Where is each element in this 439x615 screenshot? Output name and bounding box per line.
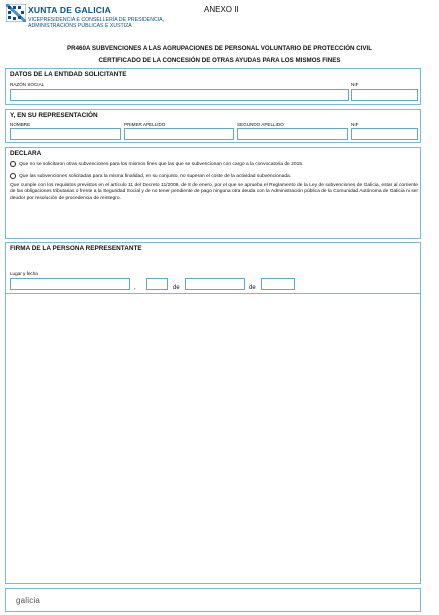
org-department-line2: ADMINISTRACIÓNS PÚBLICAS E XUSTIZA: [28, 23, 132, 29]
document-header: [6, 4, 433, 38]
document-footer: [5, 588, 421, 612]
primer-apellido-label: PRIMER APELLIDO: [124, 122, 166, 127]
declares-section-title: DECLARA: [10, 150, 42, 157]
nombre-label: NOMBRE: [10, 122, 31, 127]
place-input[interactable]: [10, 278, 130, 290]
month-input[interactable]: [185, 278, 245, 290]
entity-section: [5, 68, 421, 105]
representative-section-title: Y, EN SU REPRESENTACIÓN: [10, 112, 98, 119]
date-de-1: de: [173, 285, 180, 291]
date-comma: ,: [134, 285, 136, 291]
radio-button-option-1[interactable]: [10, 161, 16, 167]
org-department-line1: VICEPRESIDENCIA E CONSELLERÍA DE PRESIDENCIA,: [28, 17, 165, 23]
nombre-input[interactable]: [10, 128, 121, 140]
representative-nif-input[interactable]: [351, 128, 418, 140]
razon-social-label: RAZÓN SOCIAL: [10, 82, 45, 87]
segundo-apellido-label: SEGUNDO APELLIDO: [237, 122, 284, 127]
annex-label: ANEXO II: [204, 5, 239, 14]
declare-option-2-label: Que las subvenciones solicitadas para la misma finalidad, en su conjunto, no superan el coste de la actividad subvencionada.: [19, 173, 292, 179]
day-input[interactable]: [146, 278, 168, 290]
declares-paragraph: Que cumple con los requisitos previstos en el artículo 11 del Decreto 11/2009, de 8 de enero, por el que se aprueba el Reglamento de la Ley de subvenciones de Galicia, estar al corriente de las obligaciones tributarias o frente a la Seguridad Social y de no tener pendiente de pago ninguna otra deuda con la Administración pública de la Comunidad Autónoma de Galicia ni ser deudor por resolución de procedencia de reintegro.: [10, 183, 418, 201]
radio-button-option-2[interactable]: [10, 173, 16, 179]
representative-nif-label: NIF: [351, 122, 359, 127]
razon-social-input[interactable]: [10, 89, 349, 101]
entity-section-title: DATOS DE LA ENTIDAD SOLICITANTE: [10, 71, 127, 78]
representative-section: [5, 109, 421, 143]
primer-apellido-input[interactable]: [124, 128, 234, 140]
entity-nif-label: NIF: [351, 82, 359, 87]
declare-option-1-label: Que no se solicitaron otras subvenciones para los mismos fines que las que se subvencionan con cargo a la convocatoria de 2015.: [19, 161, 304, 167]
date-de-2: de: [249, 285, 256, 291]
segundo-apellido-input[interactable]: [237, 128, 348, 140]
signature-section-title: FIRMA DE LA PERSONA REPRESENTANTE: [10, 245, 142, 252]
year-input[interactable]: [261, 278, 295, 290]
galicia-brand-logo: galicia: [16, 596, 41, 605]
org-name: XUNTA DE GALICIA: [28, 5, 112, 15]
signature-area: [5, 294, 421, 584]
declares-section: [5, 147, 421, 239]
xunta-flag-icon: [6, 4, 26, 22]
declare-option-1[interactable]: [10, 161, 303, 167]
certificate-title: CERTIFICADO DE LA CONCESIÓN DE OTRAS AYUDAS PARA LOS MISMOS FINES: [98, 57, 341, 64]
entity-nif-input[interactable]: [351, 89, 418, 101]
declare-option-2[interactable]: [10, 173, 291, 179]
procedure-title: PR460A SUBVENCIONES A LAS AGRUPACIONES DE PERSONAL VOLUNTARIO DE PROTECCIÓN CIVIL: [66, 45, 373, 52]
place-date-label: Lugar y fecha: [10, 271, 38, 276]
